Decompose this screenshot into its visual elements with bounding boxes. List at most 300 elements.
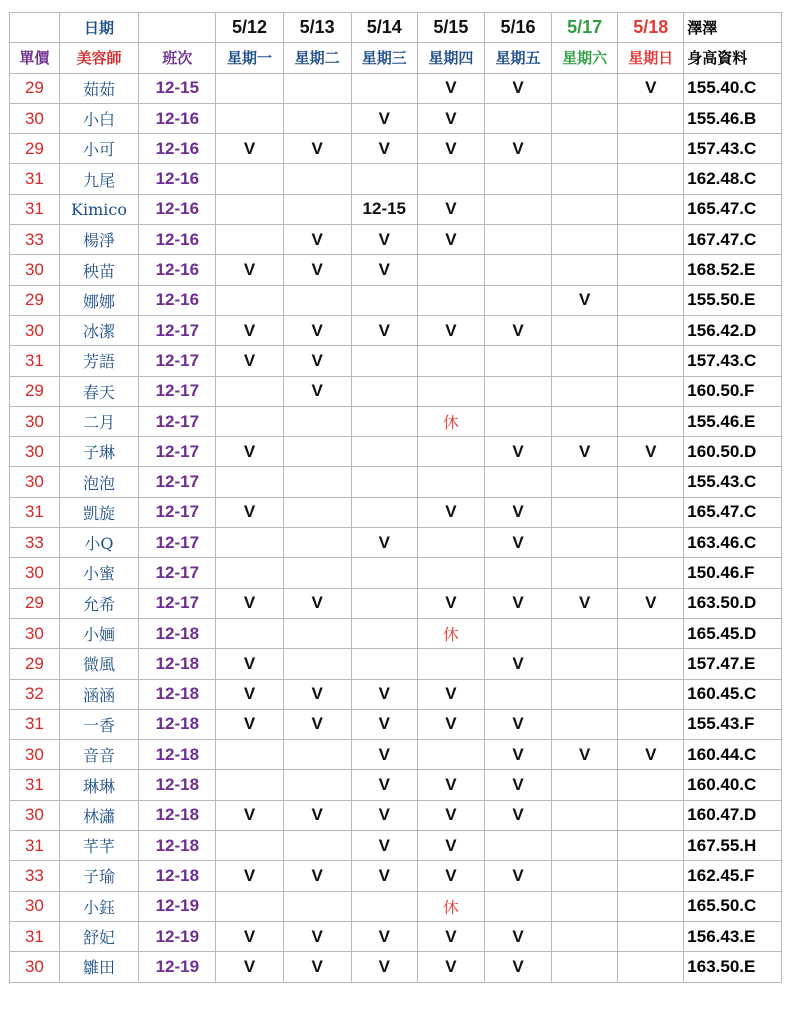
day-cell (417, 255, 484, 285)
table-row (10, 770, 782, 800)
day-cell: V (216, 315, 283, 345)
day-cell: V (417, 225, 484, 255)
day-cell (484, 103, 551, 133)
day-cell: V (351, 921, 417, 951)
day-cell (283, 194, 351, 224)
measurement-cell: 160.50.D (684, 437, 782, 467)
rest-day-cell: 休 (417, 406, 484, 436)
day-cell (216, 73, 283, 103)
day-cell (283, 649, 351, 679)
weekday-header: 星期三 (351, 43, 417, 73)
day-cell (484, 376, 551, 406)
table-header (10, 13, 782, 74)
day-cell (552, 376, 618, 406)
shift-cell: 12-17 (139, 376, 216, 406)
shift-cell: 12-17 (139, 588, 216, 618)
header-extra-label: 澤澤 (684, 13, 782, 43)
shift-cell: 12-17 (139, 497, 216, 527)
measurement-cell: 155.46.B (684, 103, 782, 133)
day-cell: V (216, 649, 283, 679)
day-cell: V (417, 134, 484, 164)
table-row (10, 194, 782, 224)
price-cell: 30 (10, 952, 60, 982)
table-row (10, 709, 782, 739)
day-cell (283, 467, 351, 497)
stylist-name-cell: 涵涵 (59, 679, 138, 709)
price-cell: 30 (10, 467, 60, 497)
stylist-name-cell: 子瑜 (59, 861, 138, 891)
day-cell (417, 467, 484, 497)
measurement-cell: 160.44.C (684, 740, 782, 770)
day-cell (216, 164, 283, 194)
price-cell: 30 (10, 406, 60, 436)
measurement-cell: 167.55.H (684, 831, 782, 861)
shift-cell: 12-16 (139, 285, 216, 315)
day-cell (484, 285, 551, 315)
price-cell: 33 (10, 528, 60, 558)
table-row (10, 952, 782, 982)
table-row (10, 467, 782, 497)
day-cell (618, 679, 684, 709)
day-cell (552, 315, 618, 345)
day-cell (552, 467, 618, 497)
stylist-name-cell: 小婳 (59, 618, 138, 648)
price-cell: 30 (10, 315, 60, 345)
day-cell (417, 649, 484, 679)
day-cell: V (484, 800, 551, 830)
day-cell: V (216, 588, 283, 618)
shift-cell: 12-17 (139, 558, 216, 588)
stylist-name-cell: 小鈺 (59, 891, 138, 921)
day-cell: V (417, 588, 484, 618)
table-row (10, 921, 782, 951)
stylist-column-header: 美容師 (59, 43, 138, 73)
table-row (10, 800, 782, 830)
day-cell (618, 709, 684, 739)
shift-cell: 12-17 (139, 467, 216, 497)
day-cell: V (618, 740, 684, 770)
stylist-name-cell: 小蜜 (59, 558, 138, 588)
measurement-cell: 162.48.C (684, 164, 782, 194)
day-cell (484, 194, 551, 224)
shift-cell: 12-18 (139, 618, 216, 648)
day-cell: V (216, 255, 283, 285)
day-cell (552, 134, 618, 164)
day-cell (216, 285, 283, 315)
day-cell: V (351, 255, 417, 285)
day-cell: V (484, 921, 551, 951)
weekday-header: 星期四 (417, 43, 484, 73)
stylist-name-cell: 琳琳 (59, 770, 138, 800)
table-row (10, 618, 782, 648)
day-cell: V (417, 770, 484, 800)
weekday-header-sunday: 星期日 (618, 43, 684, 73)
day-cell: V (484, 861, 551, 891)
stylist-name-cell: 舒妃 (59, 921, 138, 951)
day-cell (618, 315, 684, 345)
day-cell: V (417, 103, 484, 133)
day-cell: V (351, 831, 417, 861)
day-cell (417, 437, 484, 467)
rest-day-cell: 休 (417, 891, 484, 921)
price-cell: 30 (10, 800, 60, 830)
day-cell: V (283, 315, 351, 345)
measurement-cell: 162.45.F (684, 861, 782, 891)
day-cell (484, 618, 551, 648)
day-cell: V (484, 497, 551, 527)
day-cell (283, 558, 351, 588)
price-cell: 29 (10, 649, 60, 679)
day-cell: V (417, 800, 484, 830)
day-cell (283, 618, 351, 648)
price-column-header: 單價 (10, 43, 60, 73)
shift-column-header: 班次 (139, 43, 216, 73)
table-row (10, 225, 782, 255)
day-cell (216, 618, 283, 648)
day-cell: V (351, 103, 417, 133)
date-header: 5/12 (216, 13, 283, 43)
price-cell: 31 (10, 921, 60, 951)
measurement-cell: 168.52.E (684, 255, 782, 285)
measurement-cell: 167.47.C (684, 225, 782, 255)
day-cell: V (283, 588, 351, 618)
day-cell (216, 558, 283, 588)
day-cell (351, 285, 417, 315)
table-row (10, 831, 782, 861)
table-row (10, 315, 782, 345)
day-cell: V (484, 709, 551, 739)
stylist-name-cell: 音音 (59, 740, 138, 770)
day-cell (351, 649, 417, 679)
day-cell (351, 346, 417, 376)
stylist-name-cell: 允希 (59, 588, 138, 618)
shift-cell: 12-18 (139, 679, 216, 709)
day-cell (417, 740, 484, 770)
day-cell (552, 709, 618, 739)
day-cell: V (417, 73, 484, 103)
stylist-name-cell: 春天 (59, 376, 138, 406)
measurement-cell: 157.43.C (684, 346, 782, 376)
shift-cell: 12-18 (139, 831, 216, 861)
table-row (10, 588, 782, 618)
shift-cell: 12-16 (139, 164, 216, 194)
header-row-labels (10, 43, 782, 73)
day-cell (552, 861, 618, 891)
day-cell: V (216, 134, 283, 164)
table-row (10, 376, 782, 406)
day-cell (618, 134, 684, 164)
day-cell: V (216, 861, 283, 891)
stylist-name-cell: 秧苗 (59, 255, 138, 285)
stylist-name-cell: 凱旋 (59, 497, 138, 527)
shift-cell: 12-19 (139, 952, 216, 982)
day-cell (351, 467, 417, 497)
day-cell: V (484, 134, 551, 164)
price-cell: 29 (10, 588, 60, 618)
day-cell (618, 558, 684, 588)
shift-cell: 12-16 (139, 194, 216, 224)
day-cell (283, 770, 351, 800)
day-cell: V (351, 740, 417, 770)
price-cell: 30 (10, 891, 60, 921)
day-cell: V (216, 679, 283, 709)
day-cell (283, 437, 351, 467)
table-row (10, 255, 782, 285)
day-cell: V (417, 952, 484, 982)
day-cell (552, 952, 618, 982)
weekday-header: 星期二 (283, 43, 351, 73)
day-cell (283, 73, 351, 103)
day-cell: V (216, 800, 283, 830)
price-cell: 31 (10, 497, 60, 527)
day-cell: V (484, 588, 551, 618)
day-cell (618, 921, 684, 951)
day-cell: V (283, 861, 351, 891)
day-cell (417, 376, 484, 406)
rest-day-cell: 休 (417, 618, 484, 648)
day-cell (618, 467, 684, 497)
price-cell: 30 (10, 437, 60, 467)
stylist-name-cell: 冰潔 (59, 315, 138, 345)
day-cell: V (216, 437, 283, 467)
price-cell: 31 (10, 831, 60, 861)
day-cell (351, 376, 417, 406)
shift-cell: 12-19 (139, 921, 216, 951)
day-cell (618, 528, 684, 558)
day-cell (484, 164, 551, 194)
measurement-cell: 150.46.F (684, 558, 782, 588)
shift-cell: 12-16 (139, 225, 216, 255)
shift-cell: 12-18 (139, 770, 216, 800)
day-cell: V (484, 952, 551, 982)
price-cell: 31 (10, 770, 60, 800)
day-cell (484, 679, 551, 709)
day-cell (351, 618, 417, 648)
day-cell (552, 194, 618, 224)
day-cell: V (618, 73, 684, 103)
measurement-cell: 155.43.F (684, 709, 782, 739)
table-row (10, 164, 782, 194)
stylist-name-cell: 林瀟 (59, 800, 138, 830)
day-cell (618, 255, 684, 285)
table-row (10, 528, 782, 558)
stylist-name-cell: 微風 (59, 649, 138, 679)
day-cell (552, 255, 618, 285)
measurement-cell: 155.46.E (684, 406, 782, 436)
day-cell (552, 891, 618, 921)
measure-column-header: 身高資料 (684, 43, 782, 73)
day-cell (618, 618, 684, 648)
day-cell (618, 952, 684, 982)
day-cell (618, 225, 684, 255)
date-label: 日期 (59, 13, 138, 43)
measurement-cell: 157.47.E (684, 649, 782, 679)
day-cell (216, 528, 283, 558)
price-cell: 29 (10, 285, 60, 315)
day-cell (618, 103, 684, 133)
day-cell (216, 103, 283, 133)
day-cell (552, 164, 618, 194)
day-cell: V (283, 679, 351, 709)
weekday-header-saturday: 星期六 (552, 43, 618, 73)
day-cell (552, 406, 618, 436)
day-cell (552, 618, 618, 648)
day-cell: V (216, 921, 283, 951)
day-cell (351, 497, 417, 527)
stylist-name-cell: 雛田 (59, 952, 138, 982)
price-cell: 30 (10, 558, 60, 588)
day-cell (618, 649, 684, 679)
day-cell (216, 194, 283, 224)
price-cell: 31 (10, 346, 60, 376)
header-blank-cell (139, 13, 216, 43)
stylist-name-cell: 泡泡 (59, 467, 138, 497)
day-cell (283, 831, 351, 861)
table-row (10, 740, 782, 770)
day-cell (618, 285, 684, 315)
day-cell (618, 891, 684, 921)
table-row (10, 649, 782, 679)
date-header: 5/16 (484, 13, 551, 43)
price-cell: 31 (10, 194, 60, 224)
day-cell: V (216, 497, 283, 527)
day-cell (484, 255, 551, 285)
measurement-cell: 165.47.C (684, 194, 782, 224)
day-cell: V (417, 831, 484, 861)
day-cell (417, 346, 484, 376)
day-cell (618, 346, 684, 376)
price-cell: 30 (10, 618, 60, 648)
day-cell (283, 528, 351, 558)
stylist-name-cell: 小Q (59, 528, 138, 558)
day-cell: V (552, 588, 618, 618)
price-cell: 30 (10, 255, 60, 285)
day-cell (216, 770, 283, 800)
weekday-header: 星期五 (484, 43, 551, 73)
day-cell (618, 497, 684, 527)
day-cell: V (351, 679, 417, 709)
price-cell: 30 (10, 103, 60, 133)
day-cell: V (351, 770, 417, 800)
day-cell: V (351, 709, 417, 739)
shift-cell: 12-17 (139, 346, 216, 376)
day-cell (417, 528, 484, 558)
day-cell: V (417, 315, 484, 345)
day-cell (283, 740, 351, 770)
table-row (10, 437, 782, 467)
day-cell: V (216, 709, 283, 739)
day-cell (484, 467, 551, 497)
measurement-cell: 160.45.C (684, 679, 782, 709)
day-cell: V (484, 740, 551, 770)
day-cell: V (283, 952, 351, 982)
shift-cell: 12-17 (139, 437, 216, 467)
price-cell: 33 (10, 225, 60, 255)
day-cell: 12-15 (351, 194, 417, 224)
day-cell: V (351, 528, 417, 558)
day-cell (484, 891, 551, 921)
measurement-cell: 165.45.D (684, 618, 782, 648)
measurement-cell: 163.46.C (684, 528, 782, 558)
day-cell (484, 558, 551, 588)
shift-cell: 12-16 (139, 255, 216, 285)
price-cell: 30 (10, 740, 60, 770)
date-header: 5/13 (283, 13, 351, 43)
shift-cell: 12-18 (139, 861, 216, 891)
day-cell: V (351, 315, 417, 345)
price-cell: 29 (10, 376, 60, 406)
measurement-cell: 155.50.E (684, 285, 782, 315)
day-cell (351, 558, 417, 588)
day-cell: V (417, 679, 484, 709)
table-row (10, 103, 782, 133)
day-cell: V (484, 315, 551, 345)
price-cell: 29 (10, 73, 60, 103)
day-cell (283, 406, 351, 436)
day-cell (417, 558, 484, 588)
day-cell: V (417, 497, 484, 527)
day-cell (618, 376, 684, 406)
stylist-name-cell: 子琳 (59, 437, 138, 467)
day-cell (216, 376, 283, 406)
day-cell: V (552, 740, 618, 770)
measurement-cell: 155.40.C (684, 73, 782, 103)
day-cell (618, 770, 684, 800)
day-cell (216, 831, 283, 861)
day-cell: V (216, 952, 283, 982)
measurement-cell: 165.50.C (684, 891, 782, 921)
day-cell: V (216, 346, 283, 376)
day-cell: V (552, 285, 618, 315)
day-cell (552, 346, 618, 376)
day-cell (417, 164, 484, 194)
date-header-saturday: 5/17 (552, 13, 618, 43)
table-row (10, 558, 782, 588)
day-cell (216, 740, 283, 770)
table-row (10, 861, 782, 891)
day-cell (552, 558, 618, 588)
day-cell (216, 891, 283, 921)
day-cell (618, 800, 684, 830)
day-cell (484, 346, 551, 376)
table-row (10, 679, 782, 709)
shift-cell: 12-15 (139, 73, 216, 103)
table-row (10, 134, 782, 164)
schedule-table (9, 12, 782, 983)
day-cell (552, 73, 618, 103)
measurement-cell: 160.47.D (684, 800, 782, 830)
stylist-name-cell: 二月 (59, 406, 138, 436)
table-row (10, 406, 782, 436)
day-cell (216, 406, 283, 436)
header-row-dates (10, 13, 782, 43)
day-cell (484, 225, 551, 255)
shift-cell: 12-16 (139, 103, 216, 133)
shift-cell: 12-18 (139, 649, 216, 679)
day-cell (618, 164, 684, 194)
stylist-name-cell: 小白 (59, 103, 138, 133)
day-cell: V (618, 437, 684, 467)
shift-cell: 12-17 (139, 315, 216, 345)
day-cell: V (351, 800, 417, 830)
shift-cell: 12-17 (139, 528, 216, 558)
day-cell (417, 285, 484, 315)
day-cell: V (484, 770, 551, 800)
shift-cell: 12-19 (139, 891, 216, 921)
measurement-cell: 163.50.E (684, 952, 782, 982)
day-cell (216, 225, 283, 255)
day-cell (351, 406, 417, 436)
